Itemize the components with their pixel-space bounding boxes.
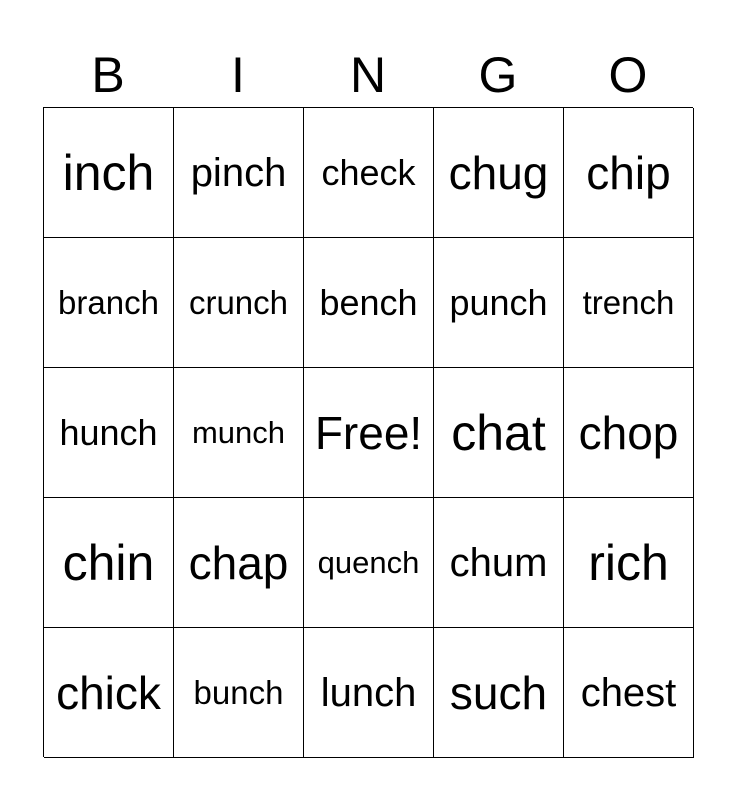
bingo-cell: check	[304, 108, 434, 238]
bingo-cell: branch	[44, 238, 174, 368]
bingo-cell: chest	[564, 628, 694, 758]
bingo-cell: such	[434, 628, 564, 758]
bingo-cell: rich	[564, 498, 694, 628]
header-letter-g: G	[478, 47, 518, 103]
bingo-cell: munch	[174, 368, 304, 498]
bingo-cell: chick	[44, 628, 174, 758]
bingo-cell: bunch	[174, 628, 304, 758]
header-letter-i: I	[231, 47, 245, 103]
bingo-cell: chap	[174, 498, 304, 628]
header-letter-b: B	[91, 47, 125, 103]
free-space-cell: Free!	[304, 368, 434, 498]
bingo-cell: pinch	[174, 108, 304, 238]
bingo-cell: chum	[434, 498, 564, 628]
bingo-cell: lunch	[304, 628, 434, 758]
bingo-header	[43, 44, 693, 106]
bingo-cell: quench	[304, 498, 434, 628]
bingo-cell: chin	[44, 498, 174, 628]
bingo-cell: crunch	[174, 238, 304, 368]
bingo-cell: trench	[564, 238, 694, 368]
bingo-cell: chug	[434, 108, 564, 238]
bingo-cell: inch	[44, 108, 174, 238]
bingo-cell: bench	[304, 238, 434, 368]
header-letter-o: O	[608, 47, 648, 103]
bingo-cell: hunch	[44, 368, 174, 498]
bingo-cell: chat	[434, 368, 564, 498]
bingo-card-grid	[43, 107, 693, 757]
header-letter-n: N	[349, 47, 387, 103]
bingo-cell: chip	[564, 108, 694, 238]
bingo-cell: chop	[564, 368, 694, 498]
bingo-cell: punch	[434, 238, 564, 368]
